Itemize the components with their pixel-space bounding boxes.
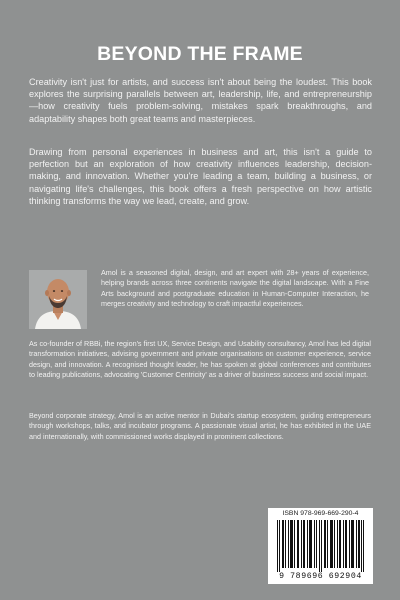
barcode-digits: 9 789696 692904 <box>279 572 362 581</box>
intro-paragraph: Creativity isn't just for artists, and success isn't about being the loudest. This book explores the surprising parallels between art, leadership, life, and entrepreneurship—how creativity fuels problem-solving, mistakes spark breakthroughs, and adaptability shapes both great teams and masterpieces. <box>29 77 372 124</box>
author-bio-career: As co-founder of RBBi, the region's first UX, Service Design, and Usability consultancy, Amol has led digital transformation initiatives, advising government and private organisations on customer experience, service design, and innovation. A recognised thought leader, he has spoken at global conferences and contributes to leading publications, advocating 'Customer Centricity' as a driver of business success and social impact. <box>29 339 371 379</box>
author-photo <box>29 270 87 329</box>
author-bio-mentor: Beyond corporate strategy, Amol is an active mentor in Dubai's startup ecosystem, guiding entrepreneurs through workshops, talks, and incubator programs. A passionate visual artist, he has exhibited in the UAE and internationally, with commissioned works displayed in prominent collections. <box>29 411 371 441</box>
barcode-bars <box>274 520 367 572</box>
second-paragraph: Drawing from personal experiences in business and art, this isn't a guide to perfection but an exploration of how creativity influences leadership, decision-making, and innovation. Whether you're leading a team, building a business, or navigating life's challenges, this book offers a fresh perspective on how artistic thinking transforms the way we lead, create, and grow. <box>29 147 372 206</box>
author-bio-intro: Amol is a seasoned digital, design, and art expert with 28+ years of experience, helping brands across three continents navigate the digital landscape. With a Fine Arts background and postgraduate education in Human-Computer Interaction, he merges creativity and technology to craft impactful experiences. <box>101 268 369 308</box>
isbn-label: ISBN 978-969-669-290-4 <box>282 510 359 517</box>
book-title: BEYOND THE FRAME <box>97 43 303 65</box>
isbn-barcode <box>268 508 373 584</box>
author-portrait-image <box>29 270 87 329</box>
